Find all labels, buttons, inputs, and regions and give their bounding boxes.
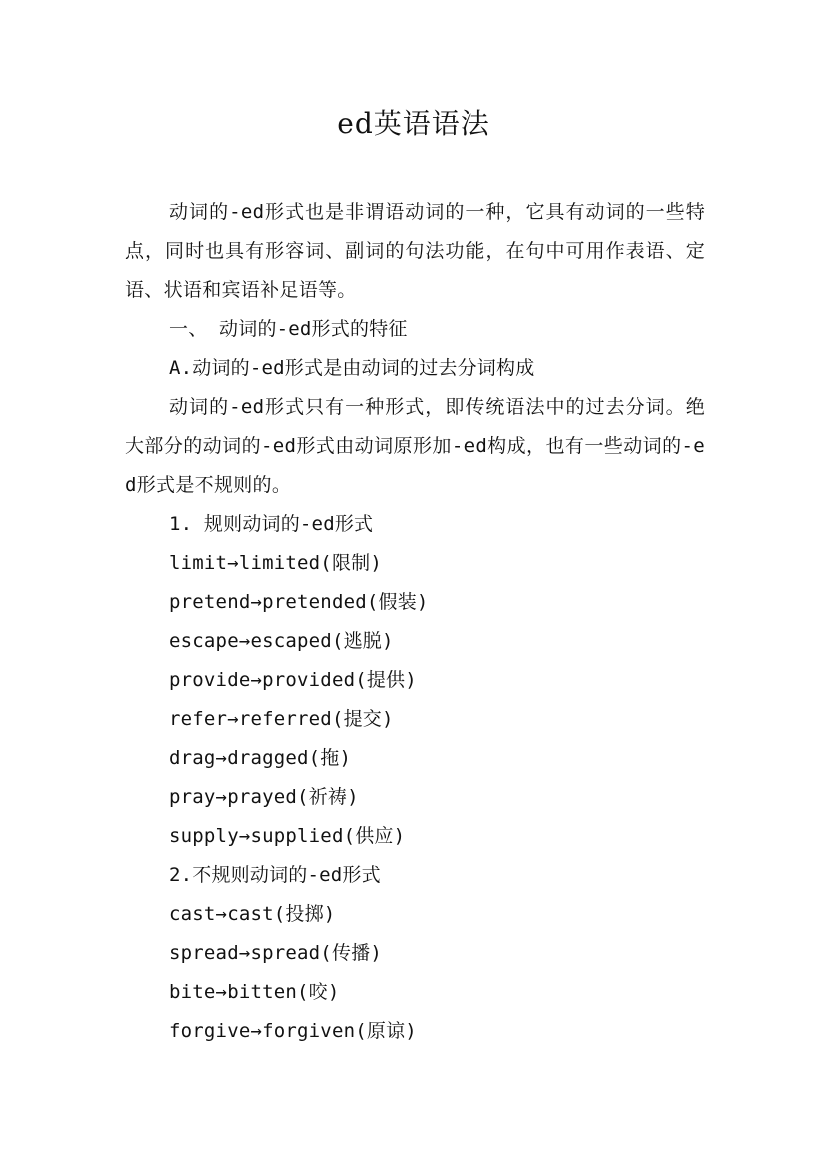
example-line: pray→prayed(祈祷) xyxy=(169,786,359,808)
example-line: supply→supplied(供应) xyxy=(169,825,406,847)
example-line: pretend→pretended(假装) xyxy=(169,591,429,613)
regular-verbs-heading: 1. 规则动词的-ed形式 xyxy=(169,513,374,535)
example-line: cast→cast(投掷) xyxy=(169,903,336,925)
example-line: limit→limited(限制) xyxy=(169,552,382,574)
section-heading: 一、 动词的-ed形式的特征 xyxy=(169,318,408,340)
example-line: drag→dragged(拖) xyxy=(169,747,352,769)
subsection-paragraph: 动词的-ed形式只有一种形式，即传统语法中的过去分词。绝大部分的动词的-ed形式由动词原形加-ed构成，也有一些动词的-ed形式是不规则的。 xyxy=(125,396,705,496)
subsection-heading: A.动词的-ed形式是由动词的过去分词构成 xyxy=(169,357,535,379)
example-line: spread→spread(传播) xyxy=(169,942,382,964)
document-body xyxy=(125,193,705,1051)
example-line: provide→provided(提供) xyxy=(169,669,417,691)
document-title: ed英语语法 xyxy=(337,107,490,140)
irregular-verbs-heading: 2.不规则动词的-ed形式 xyxy=(169,864,381,886)
example-line: bite→bitten(咬) xyxy=(169,981,340,1003)
example-line: escape→escaped(逃脱) xyxy=(169,630,394,652)
example-line: refer→referred(提交) xyxy=(169,708,394,730)
example-line: forgive→forgiven(原谅) xyxy=(169,1020,417,1042)
intro-paragraph: 动词的-ed形式也是非谓语动词的一种，它具有动词的一些特点，同时也具有形容词、副词的句法功能，在句中可用作表语、定语、状语和宾语补足语等。 xyxy=(125,201,705,301)
